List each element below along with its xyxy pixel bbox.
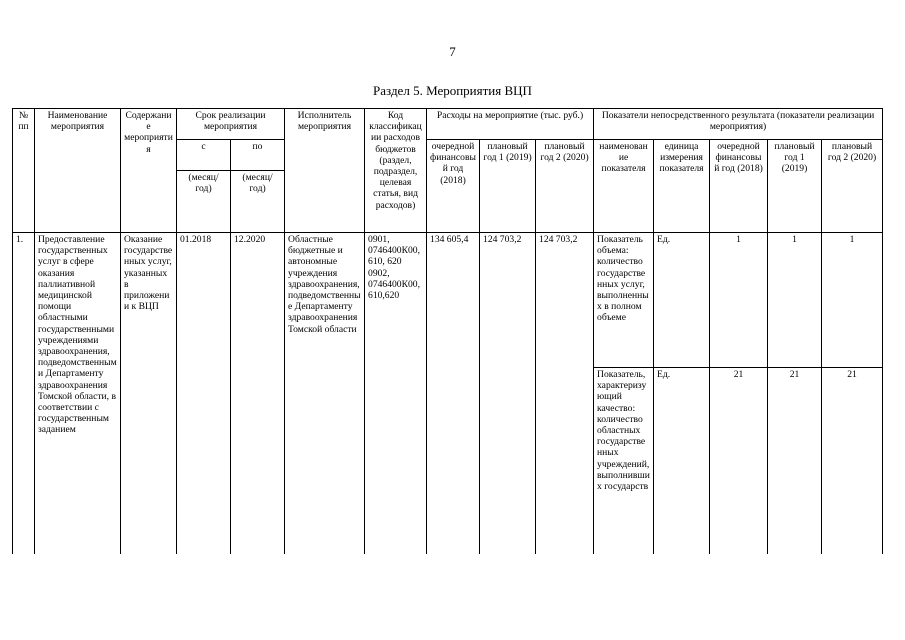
row-executor: Областные бюджетные и автономные учреждения здравоохранения, подведомственные Департаменту здравоохранения Томской области xyxy=(285,233,365,554)
row-content: Оказание государственных услуг, указанных в приложении к ВЦП xyxy=(121,233,177,554)
row-exp-plan1: 124 703,2 xyxy=(480,233,536,554)
header-expenses: Расходы на мероприятие (тыс. руб.) xyxy=(427,109,594,140)
page-number: 7 xyxy=(449,44,456,59)
row-exp-current: 134 605,4 xyxy=(427,233,480,554)
row-num: 1. xyxy=(13,233,35,554)
header-period-from: с xyxy=(177,140,231,171)
header-ind-plan2: плановый год 2 (2020) xyxy=(822,140,883,233)
table-row xyxy=(13,233,883,368)
row-exp-plan2: 124 703,2 xyxy=(536,233,594,554)
activities-table xyxy=(12,108,883,554)
header-period-to-unit: (месяц/ год) xyxy=(231,171,285,233)
header-period-to: по xyxy=(231,140,285,171)
header-ind-current: очередной финансовый год (2018) xyxy=(710,140,768,233)
header-ind-plan1: плановый год 1 (2019) xyxy=(768,140,822,233)
row-to: 12.2020 xyxy=(231,233,285,554)
indicator-unit: Ед. xyxy=(654,233,710,368)
header-name: Наименование мероприятия xyxy=(35,109,121,233)
header-content: Содержание мероприятия xyxy=(121,109,177,233)
header-num: № пп xyxy=(13,109,35,233)
indicator-2020: 1 xyxy=(822,233,883,368)
row-from: 01.2018 xyxy=(177,233,231,554)
header-exp-plan2: плановый год 2 (2020) xyxy=(536,140,594,233)
indicator-2018: 1 xyxy=(710,233,768,368)
section-title: Раздел 5. Мероприятия ВЦП xyxy=(373,83,532,98)
indicator-2019: 1 xyxy=(768,233,822,368)
header-period: Срок реализации мероприятия xyxy=(177,109,285,140)
header-indicators: Показатели непосредственного результата (показатели реализации мероприятия) xyxy=(594,109,883,140)
header-executor: Исполнитель мероприятия xyxy=(285,109,365,233)
header-exp-plan1: плановый год 1 (2019) xyxy=(480,140,536,233)
header-ind-name: наименование показателя xyxy=(594,140,654,233)
header-ind-unit: единица измерения показателя xyxy=(654,140,710,233)
indicator-unit: Ед. xyxy=(654,368,710,554)
row-code: 0901, 0746400К00, 610, 620 0902, 0746400К00, 610,620 xyxy=(365,233,427,554)
indicator-2019: 21 xyxy=(768,368,822,554)
indicator-name: Показатель, характеризующий качество: количество областных государственных учреждений, выполнивших государств xyxy=(594,368,654,554)
header-code: Код классификации расходов бюджетов (раздел, подраздел, целевая статья, вид расходов) xyxy=(365,109,427,233)
indicator-name: Показатель объема: количество государственных услуг, выполненных в полном объеме xyxy=(594,233,654,368)
indicator-2018: 21 xyxy=(710,368,768,554)
header-period-from-unit: (месяц/ год) xyxy=(177,171,231,233)
header-exp-current: очередной финансовый год (2018) xyxy=(427,140,480,233)
row-name: Предоставление государственных услуг в сфере оказания паллиативной медицинской помощи областными государственными учреждениями здравоохранения, подведомственными Департаменту здравоохранения Томской области, в соответствии с государственным заданием xyxy=(35,233,121,554)
indicator-2020: 21 xyxy=(822,368,883,554)
